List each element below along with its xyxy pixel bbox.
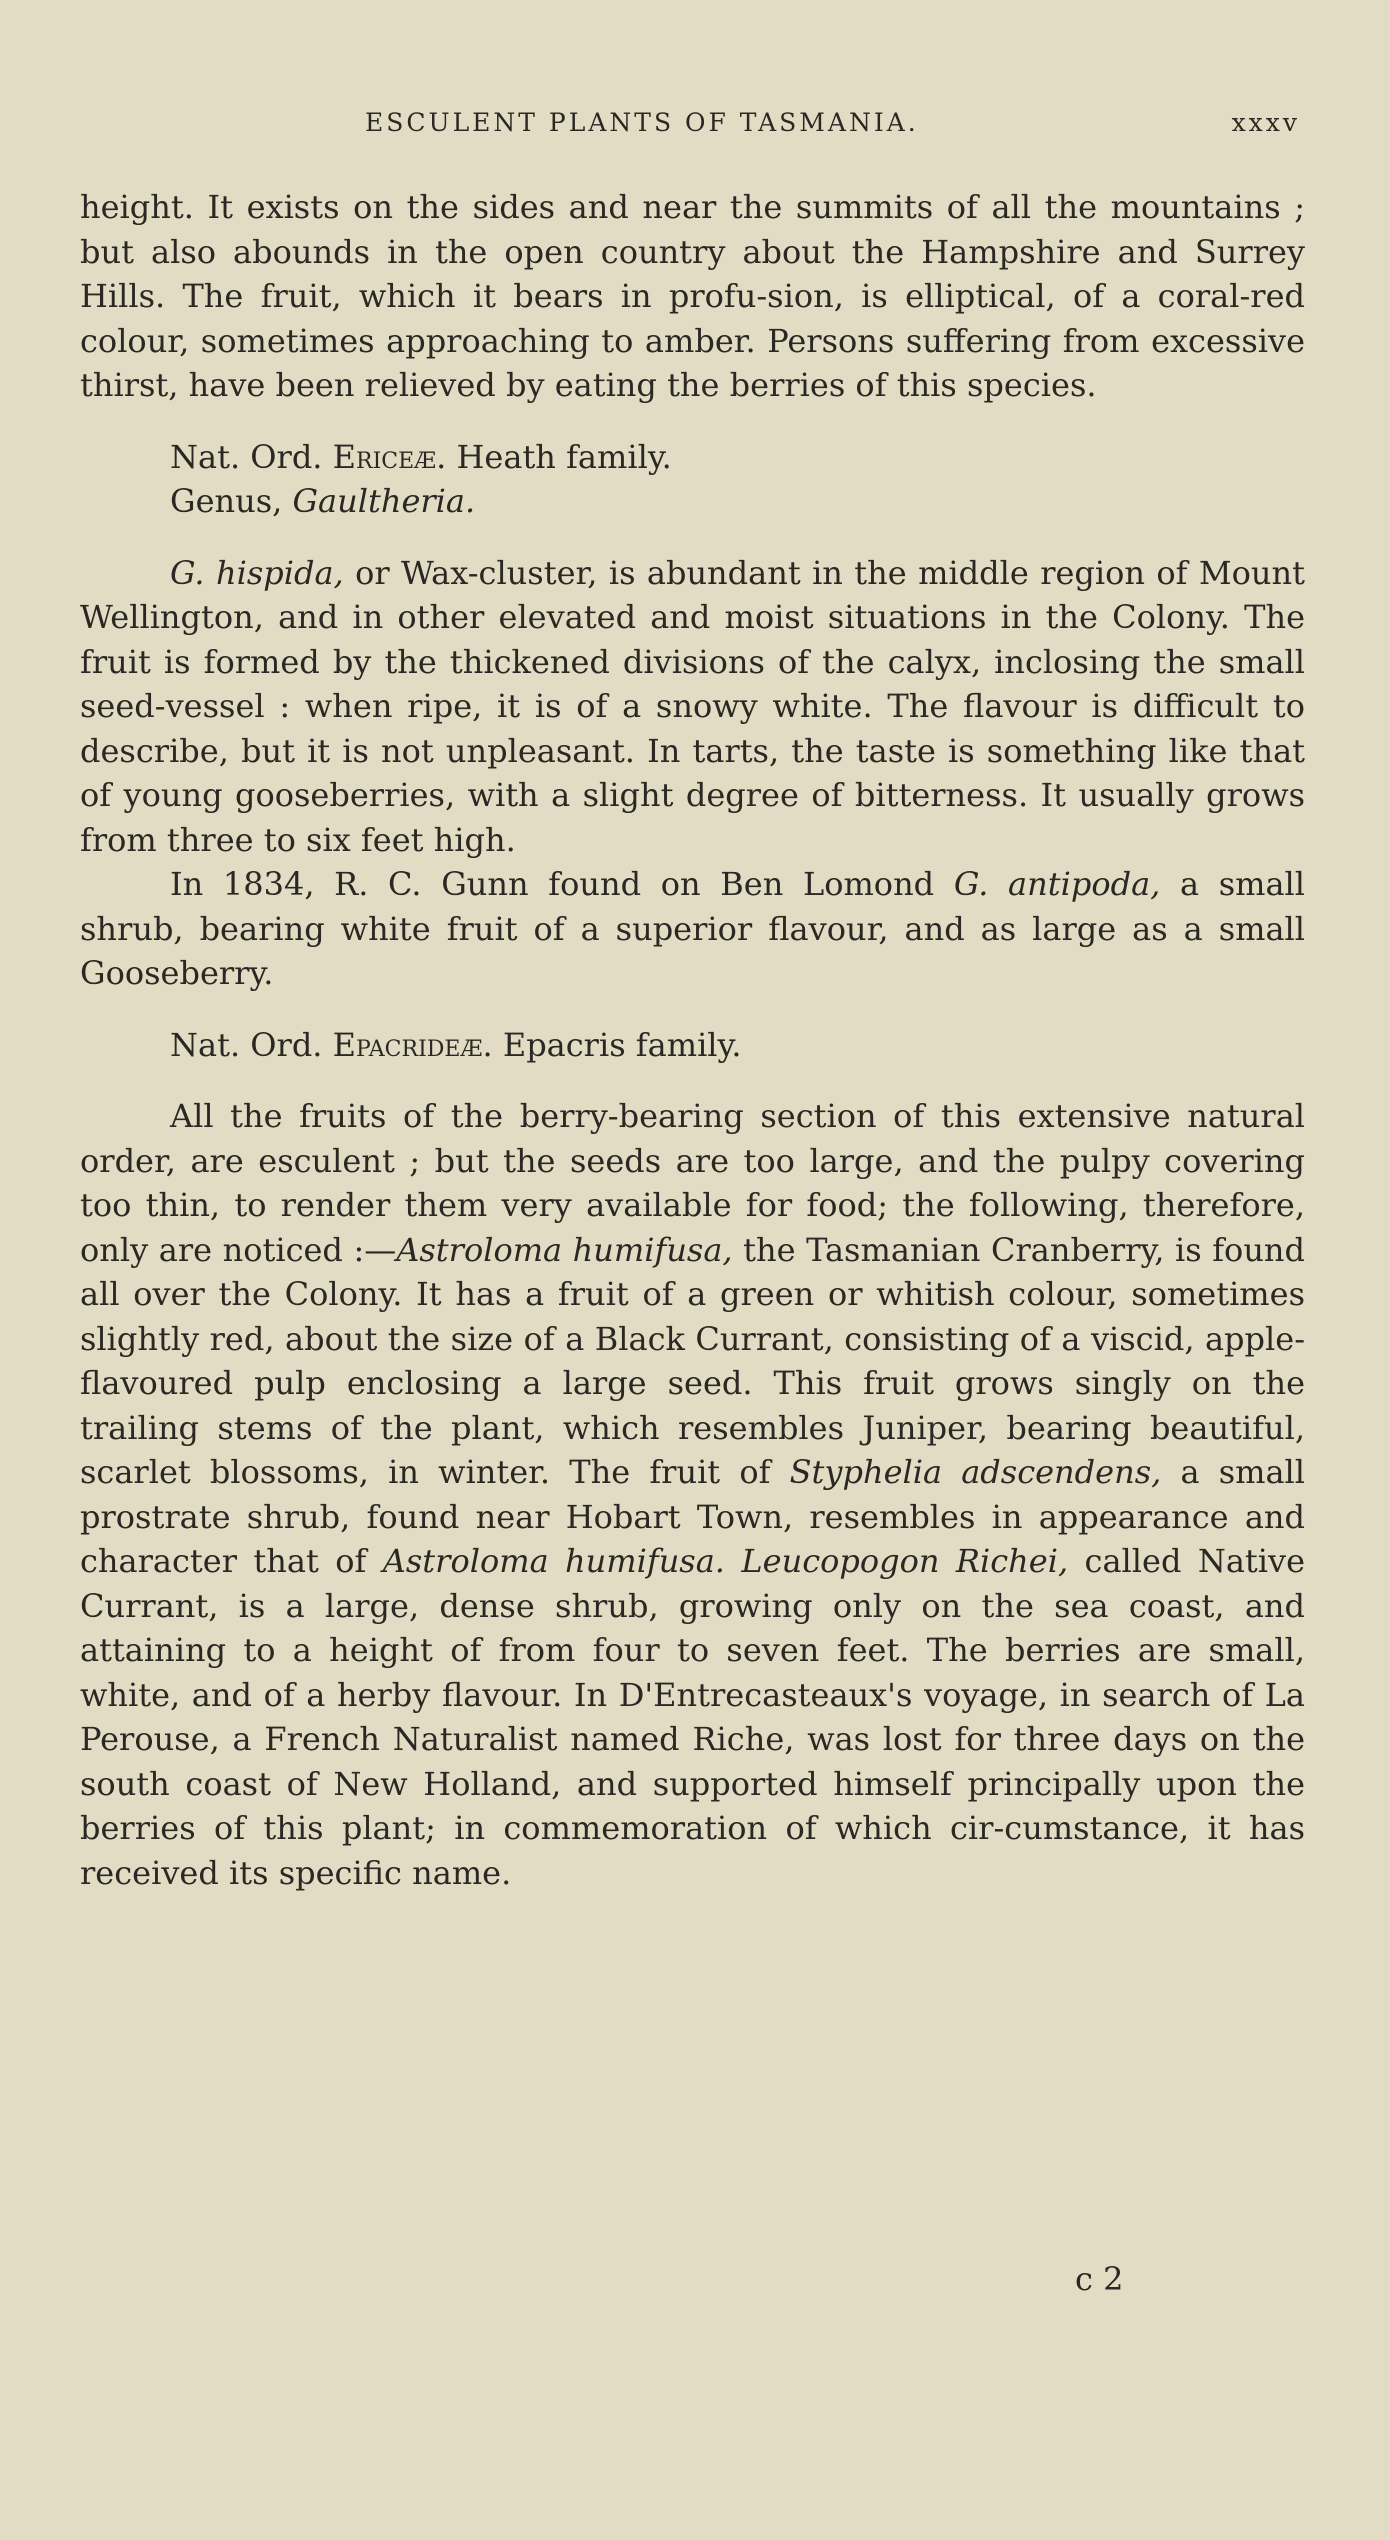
page-number: xxxv xyxy=(1231,108,1300,137)
genus-heading-gaultheria: Genus, Gaultheria. xyxy=(170,482,476,520)
paragraph-gaultheria-hispida: G. hispida, or Wax-cluster, is abundant in the middle region of Mount Wellington, and in other elevated and moist situations in the Colony. The fruit is formed by the thickened divisions of the calyx, inclosing the small seed-vessel : when ripe, it is of a snowy white. The flavour is difficult to describe, but it is not unpleasant. In tarts, the taste is something like that of young gooseberries, with a slight degree of bitterness. It usually grows from three to six feet high. xyxy=(80,553,1306,859)
order-heading-ericeae: Nat. Ord. Ericeæ. Heath family. xyxy=(170,437,672,476)
order-heading-epacrideae: Nat. Ord. Epacrideæ. Epacris family. xyxy=(170,1025,742,1064)
signature-mark: c 2 xyxy=(1075,2260,1124,2298)
page-body xyxy=(80,185,1305,1895)
running-header xyxy=(80,108,1300,148)
running-title: ESCULENT PLANTS OF TASMANIA. xyxy=(365,108,919,137)
paragraph-gaultheria-antipoda: In 1834, R. C. Gunn found on Ben Lomond G. antipoda, a small shrub, bearing white fruit of a superior flavour, and as large as a small Gooseberry. xyxy=(80,865,1306,992)
paragraph-epacrideae: All the fruits of the berry-bearing section of this extensive natural order, are esculent ; but the seeds are too large, and the pulpy covering too thin, to render them very available for food; the following, therefore, only are noticed :—Astroloma humifusa, the Tasmanian Cranberry, is found all over the Colony. It has a fruit of a green or whitish colour, sometimes slightly red, about the size of a Black Currant, consisting of a viscid, apple-flavoured pulp enclosing a large seed. This fruit grows singly on the trailing stems of the plant, which resembles Juniper, bearing beautiful, scarlet blossoms, in winter. The fruit of Styphelia adscendens, a small prostrate shrub, found near Hobart Town, resembles in appearance and character that of Astroloma humifusa. Leucopogon Richei, called Native Currant, is a large, dense shrub, growing only on the sea coast, and attaining to a height of from four to seven feet. The berries are small, white, and of a herby flavour. In D'Entrecasteaux's voyage, in search of La Perouse, a French Naturalist named Riche, was lost for three days on the south coast of New Holland, and supported himself principally upon the berries of this plant; in commemoration of which cir-cumstance, it has received its specific name. xyxy=(80,1097,1306,1892)
paragraph-continuation: height. It exists on the sides and near the summits of all the mountains ; but also abounds in the open country about the Hampshire and Surrey Hills. The fruit, which it bears in profu-sion, is elliptical, of a coral-red colour, sometimes approaching to amber. Persons suffering from excessive thirst, have been relieved by eating the berries of this species. xyxy=(80,188,1305,404)
